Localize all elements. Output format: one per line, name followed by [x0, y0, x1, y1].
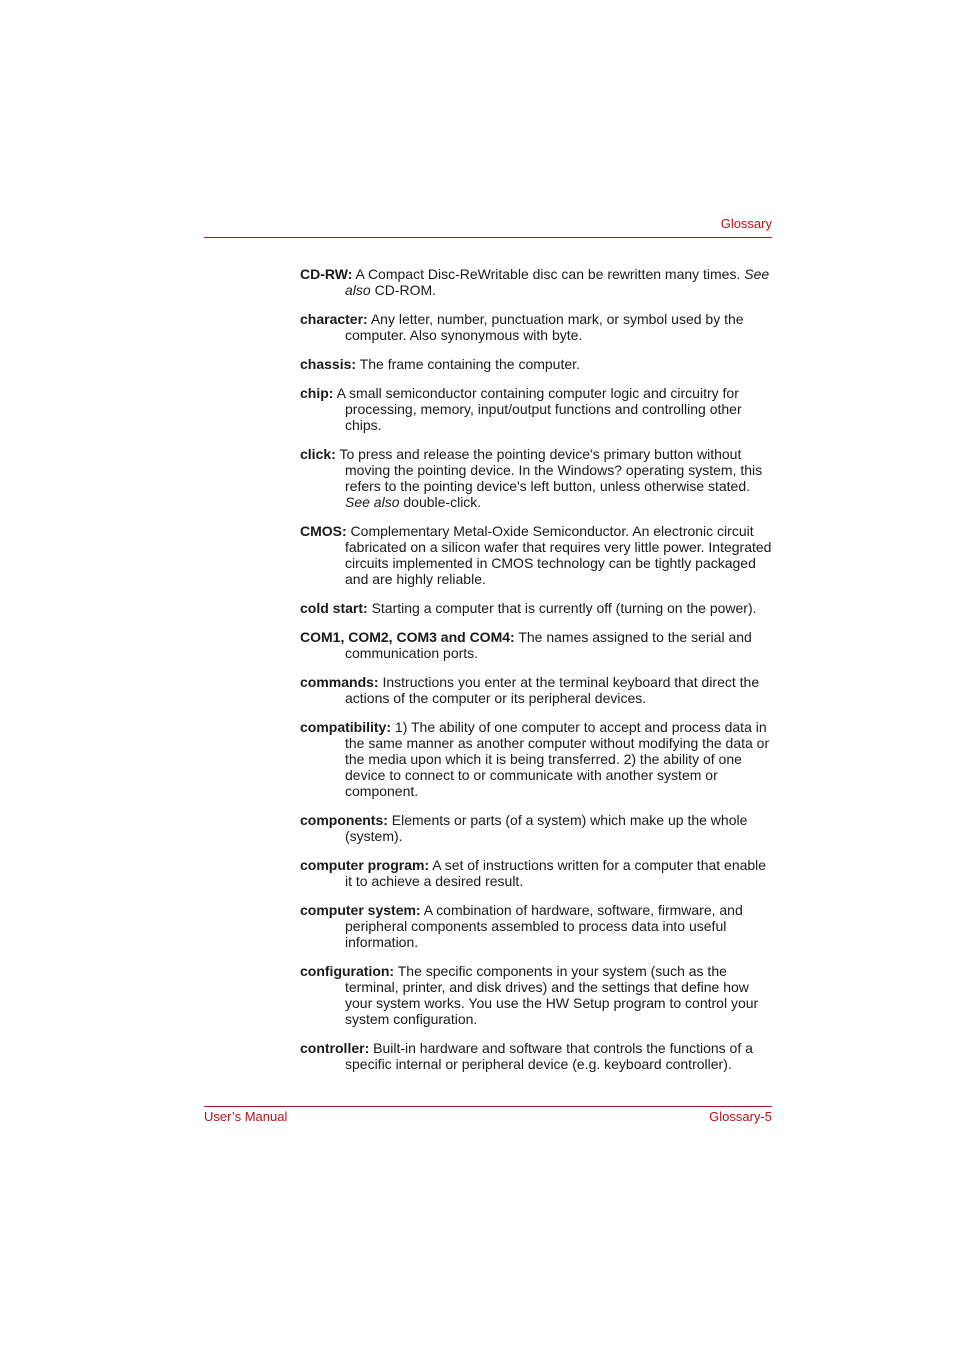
glossary-definition: The frame containing the computer.	[356, 356, 580, 372]
glossary-definition: The specific components in your system (such as the terminal, printer, and disk drives) and the settings that define how your system works. You use the HW Setup program to control your system configuration.	[345, 963, 759, 1027]
glossary-term: computer system:	[300, 902, 421, 918]
glossary-entry-components	[300, 812, 772, 844]
footer-manual-title: User’s Manual	[204, 1109, 288, 1124]
glossary-entry-character	[300, 311, 772, 343]
glossary-definition: Built-in hardware and software that controls the functions of a specific internal or peripheral device (e.g. keyboard controller).	[345, 1040, 753, 1072]
glossary-term: computer program:	[300, 857, 430, 873]
glossary-definition: Any letter, number, punctuation mark, or symbol used by the computer. Also synonymous with byte.	[345, 311, 744, 343]
glossary-definition: A set of instructions written for a computer that enable it to achieve a desired result.	[345, 857, 767, 889]
glossary-definition: A combination of hardware, software, firmware, and peripheral components assembled to process data into useful information.	[345, 902, 743, 950]
glossary-term: chassis:	[300, 356, 357, 372]
glossary-entry-commands	[300, 674, 772, 706]
glossary-definition: A small semiconductor containing computer logic and circuitry for processing, memory, input/output functions and controlling other chips.	[333, 385, 742, 433]
glossary-entry-configuration	[300, 963, 772, 1027]
glossary-definition: 1) The ability of one computer to accept and process data in the same manner as another computer without modifying the data or the media upon which it is being transferred. 2) the ability of one device to connect to or communicate with another system or component.	[345, 719, 770, 799]
glossary-term: components:	[300, 812, 388, 828]
glossary-definition: Starting a computer that is currently off (turning on the power).	[367, 600, 757, 616]
see-also-label: See also	[345, 266, 770, 298]
glossary-term: compatibility:	[300, 719, 392, 735]
glossary-definition: To press and release the pointing device's primary button without moving the pointing device. In the Windows? operating system, this refers to the pointing device's left button, unless otherwise stated.	[335, 446, 763, 494]
footer-rule	[204, 1106, 772, 1107]
glossary-entry-compatibility	[300, 719, 772, 799]
glossary-term: commands:	[300, 674, 379, 690]
glossary-entry-cd-rw	[300, 266, 772, 298]
glossary-list	[300, 266, 772, 1085]
glossary-definition: A Compact Disc-ReWritable disc can be rewritten many times.	[352, 266, 745, 282]
glossary-term: cold start:	[300, 600, 368, 616]
glossary-term: character:	[300, 311, 368, 327]
glossary-term: controller:	[300, 1040, 370, 1056]
see-also-label: See also	[345, 494, 400, 510]
see-also-target: double-click.	[399, 494, 482, 510]
glossary-entry-chip	[300, 385, 772, 433]
glossary-entry-chassis	[300, 356, 772, 372]
header-rule	[204, 237, 772, 238]
glossary-term: COM1, COM2, COM3 and COM4:	[300, 629, 515, 645]
glossary-term: CMOS:	[300, 523, 347, 539]
glossary-entry-com-ports	[300, 629, 772, 661]
glossary-entry-computer-program	[300, 857, 772, 889]
glossary-definition: The names assigned to the serial and communication ports.	[345, 629, 752, 661]
glossary-term: click:	[300, 446, 336, 462]
glossary-definition: Complementary Metal-Oxide Semiconductor. An electronic circuit fabricated on a silicon wafer that requires very little power. Integrated circuits implemented in CMOS technology can be tightly packaged and are highly reliable.	[345, 523, 772, 587]
footer-page-number: Glossary-5	[709, 1109, 772, 1124]
glossary-entry-cmos	[300, 523, 772, 587]
glossary-entry-click	[300, 446, 772, 510]
glossary-entry-computer-system	[300, 902, 772, 950]
see-also-target: CD-ROM.	[370, 282, 437, 298]
glossary-entry-cold-start	[300, 600, 772, 616]
glossary-term: configuration:	[300, 963, 395, 979]
glossary-term: CD-RW:	[300, 266, 353, 282]
glossary-term: chip:	[300, 385, 334, 401]
header-title: Glossary	[720, 216, 772, 231]
glossary-definition: Instructions you enter at the terminal keyboard that direct the actions of the computer or its peripheral devices.	[345, 674, 760, 706]
glossary-entry-controller	[300, 1040, 772, 1072]
glossary-definition: Elements or parts (of a system) which make up the whole (system).	[345, 812, 748, 844]
